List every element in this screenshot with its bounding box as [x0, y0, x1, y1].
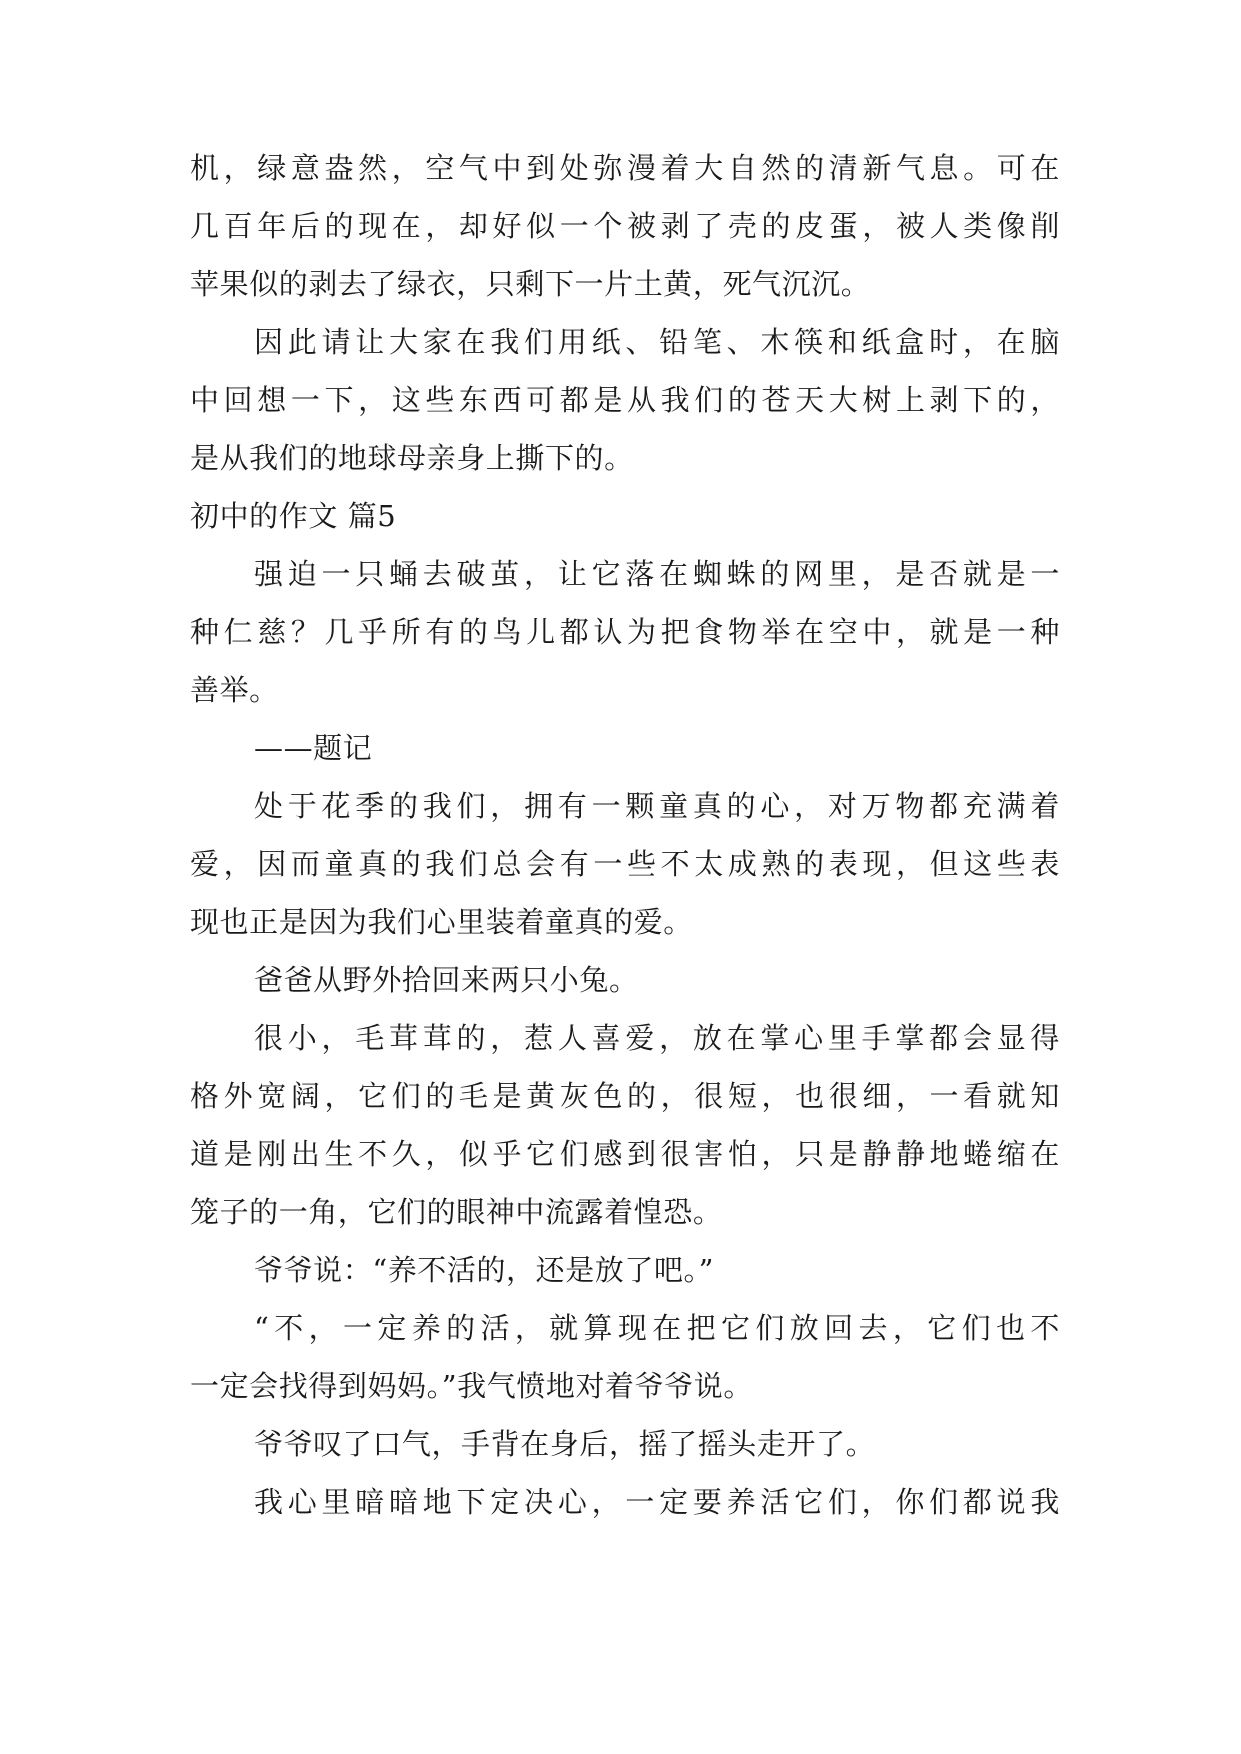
section-heading: 初中的作文 篇5: [190, 499, 397, 533]
text-line: 一定会找得到妈妈。”我气愤地对着爷爷说。: [190, 1369, 753, 1403]
paragraph-start-line: 因此请让大家在我们用纸、铅笔、木筷和纸盒时，在脑: [254, 325, 1060, 359]
text-line: 笼子的一角，它们的眼神中流露着惶恐。: [190, 1195, 723, 1229]
text-line: 是从我们的地球母亲身上撕下的。: [190, 441, 634, 475]
paragraph-start-line: 强迫一只蛹去破茧，让它落在蜘蛛的网里，是否就是一: [254, 557, 1060, 591]
text-line: 种仁慈？几乎所有的鸟儿都认为把食物举在空中，就是一种: [190, 615, 1060, 649]
epigraph-attribution: ——题记: [254, 731, 373, 765]
paragraph-start-line: 爷爷叹了口气，手背在身后，摇了摇头走开了。: [254, 1427, 876, 1461]
text-line: 几百年后的现在，却好似一个被剥了壳的皮蛋，被人类像削: [190, 209, 1060, 243]
paragraph-start-line: “不，一定养的活，就算现在把它们放回去，它们也不: [254, 1311, 1060, 1345]
text-line: 爱，因而童真的我们总会有一些不太成熟的表现，但这些表: [190, 847, 1060, 881]
paragraph-start-line: 很小，毛茸茸的，惹人喜爱，放在掌心里手掌都会显得: [254, 1021, 1060, 1055]
paragraph-start-line: 爷爷说：“养不活的，还是放了吧。”: [254, 1253, 715, 1287]
text-line: 善举。: [190, 673, 279, 707]
paragraph-start-line: 我心里暗暗地下定决心，一定要养活它们，你们都说我: [254, 1485, 1060, 1519]
text-line: 机，绿意盎然，空气中到处弥漫着大自然的清新气息。可在: [190, 151, 1060, 185]
text-line: 中回想一下，这些东西可都是从我们的苍天大树上剥下的，: [190, 383, 1060, 417]
text-line: 道是刚出生不久，似乎它们感到很害怕，只是静静地蜷缩在: [190, 1137, 1060, 1171]
text-line: 现也正是因为我们心里装着童真的爱。: [190, 905, 693, 939]
text-line: 格外宽阔，它们的毛是黄灰色的，很短，也很细，一看就知: [190, 1079, 1060, 1113]
text-line: 苹果似的剥去了绿衣，只剩下一片土黄，死气沉沉。: [190, 267, 871, 301]
paragraph-start-line: 爸爸从野外拾回来两只小兔。: [254, 963, 639, 997]
paragraph-start-line: 处于花季的我们，拥有一颗童真的心，对万物都充满着: [254, 789, 1060, 823]
